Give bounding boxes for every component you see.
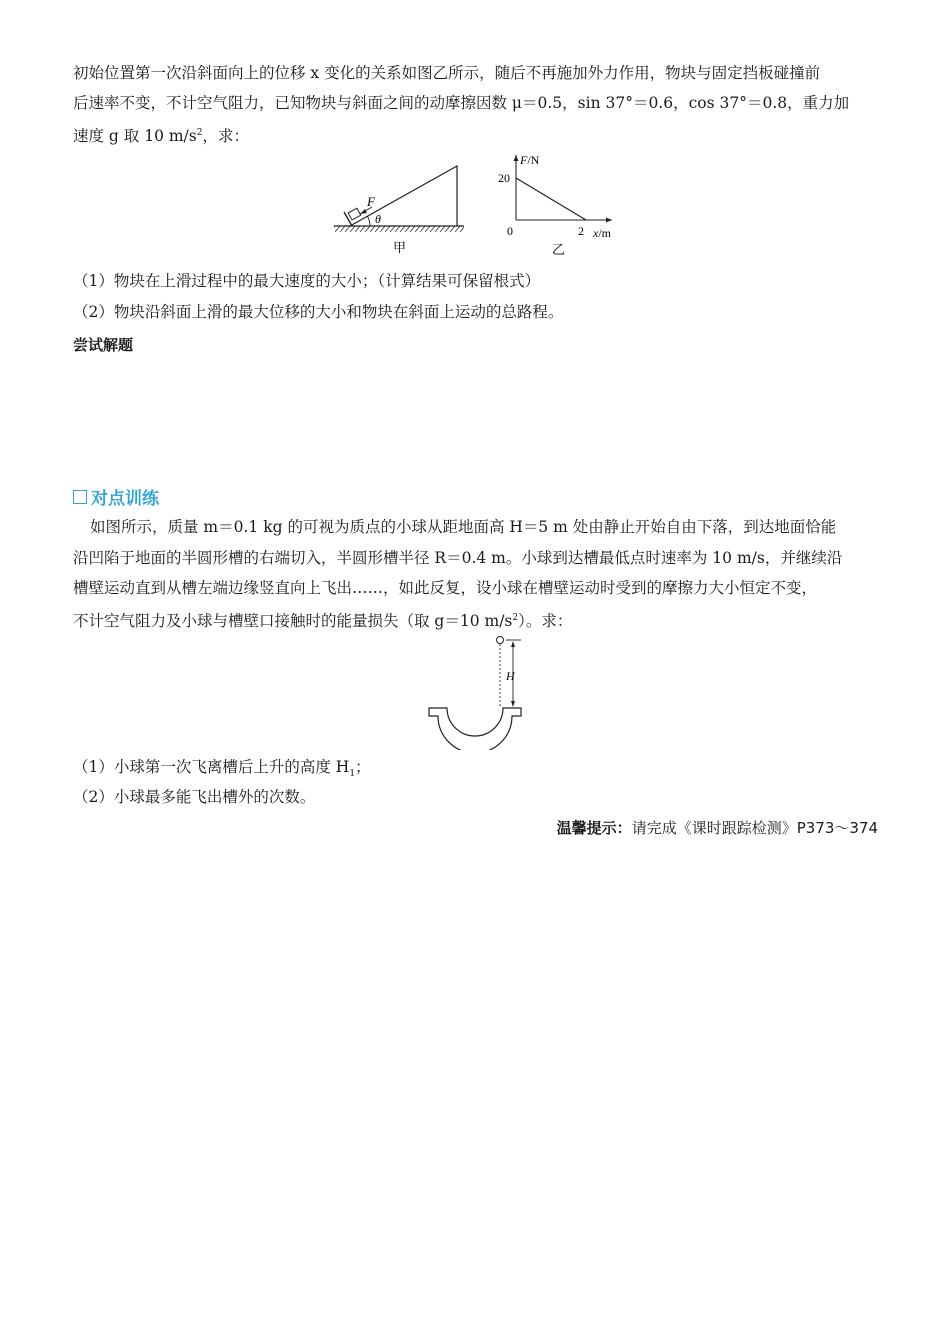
block — [348, 208, 361, 220]
section-title — [73, 484, 159, 509]
y-tick-20: 20 — [498, 171, 510, 185]
groove — [429, 708, 521, 750]
line4-suffix: ）。求： — [518, 612, 573, 631]
problem2-line2: 沿凹陷于地面的半圆形槽的右端切入，半圆形槽半径 R＝0.4 m。小球到达槽最低点时速率为 10 m/s，并继续沿 — [73, 549, 843, 567]
problem1-intro-line1: 初始位置第一次沿斜面向上的位移 x 变化的关系如图乙所示，随后不再施加外力作用，物块与固定挡板碰撞前 — [73, 64, 821, 82]
x-axis-arrow — [606, 218, 612, 223]
try-solve-label: 尝试解题 — [73, 336, 134, 354]
subscript: 1 — [349, 769, 356, 780]
angle-arc — [368, 216, 371, 226]
problem2-line3: 槽壁运动直到从槽左端边缘竖直向上飞出……，如此反复，设小球在槽壁运动时受到的摩擦力大小恒定不变， — [73, 579, 818, 597]
y-axis-arrow — [514, 155, 519, 161]
line4-text: 不计空气阻力及小球与槽壁口接触时的能量损失（取 g＝10 m/s — [73, 612, 513, 631]
problem1-intro-line3 — [73, 118, 249, 151]
origin-label: 0 — [507, 224, 513, 238]
q1-text: （1）小球第一次飞离槽后上升的高度 H — [73, 758, 350, 776]
y-axis-label: F/N — [520, 153, 540, 167]
superscript: 2 — [196, 128, 203, 138]
tip-label: 温馨提示： — [556, 819, 632, 837]
figure-force-displacement-chart — [490, 150, 625, 260]
superscript: 2 — [512, 613, 519, 623]
x-axis-label: x/m — [593, 226, 611, 240]
problem1-question1: （1）物块在上滑过程中的最大速度的大小；（计算结果可保留根式） — [73, 272, 541, 290]
intro-line3-suffix: ，求： — [202, 127, 249, 146]
height-label: H — [506, 669, 515, 683]
section-title-text: 对点训练 — [91, 489, 159, 509]
figure-incline — [330, 160, 470, 260]
problem2-question2: （2）小球最多能飞出槽外的次数。 — [73, 788, 316, 806]
angle-label: θ — [375, 212, 381, 226]
caption-yi: 乙 — [552, 242, 566, 257]
force-label: F — [367, 194, 375, 209]
tip-text: 请完成《课时跟踪检测》P373～374 — [631, 819, 878, 837]
problem2-line1: 如图所示，质量 m＝0.1 kg 的可视为质点的小球从距地面高 H＝5 m 处由静止开始自由下落，到达地面恰能 — [90, 518, 837, 536]
square-icon — [73, 490, 87, 504]
problem1-intro-line2: 后速率不变，不计空气阻力，已知物块与斜面之间的动摩擦因数 μ＝0.5，sin 37°＝0.6，cos 37°＝0.8，重力加 — [73, 94, 850, 112]
intro-line3-text: 速度 g 取 10 m/s — [73, 127, 197, 146]
caption-jia: 甲 — [393, 240, 407, 255]
x-tick-2: 2 — [578, 224, 584, 238]
series-line — [516, 178, 586, 220]
problem1-question2: （2）物块沿斜面上滑的最大位移的大小和物块在斜面上运动的总路程。 — [73, 303, 564, 321]
figure-semicircle-groove — [420, 632, 530, 750]
q1-suffix: ； — [355, 758, 371, 776]
tip-line — [557, 817, 878, 838]
ball — [497, 637, 504, 644]
